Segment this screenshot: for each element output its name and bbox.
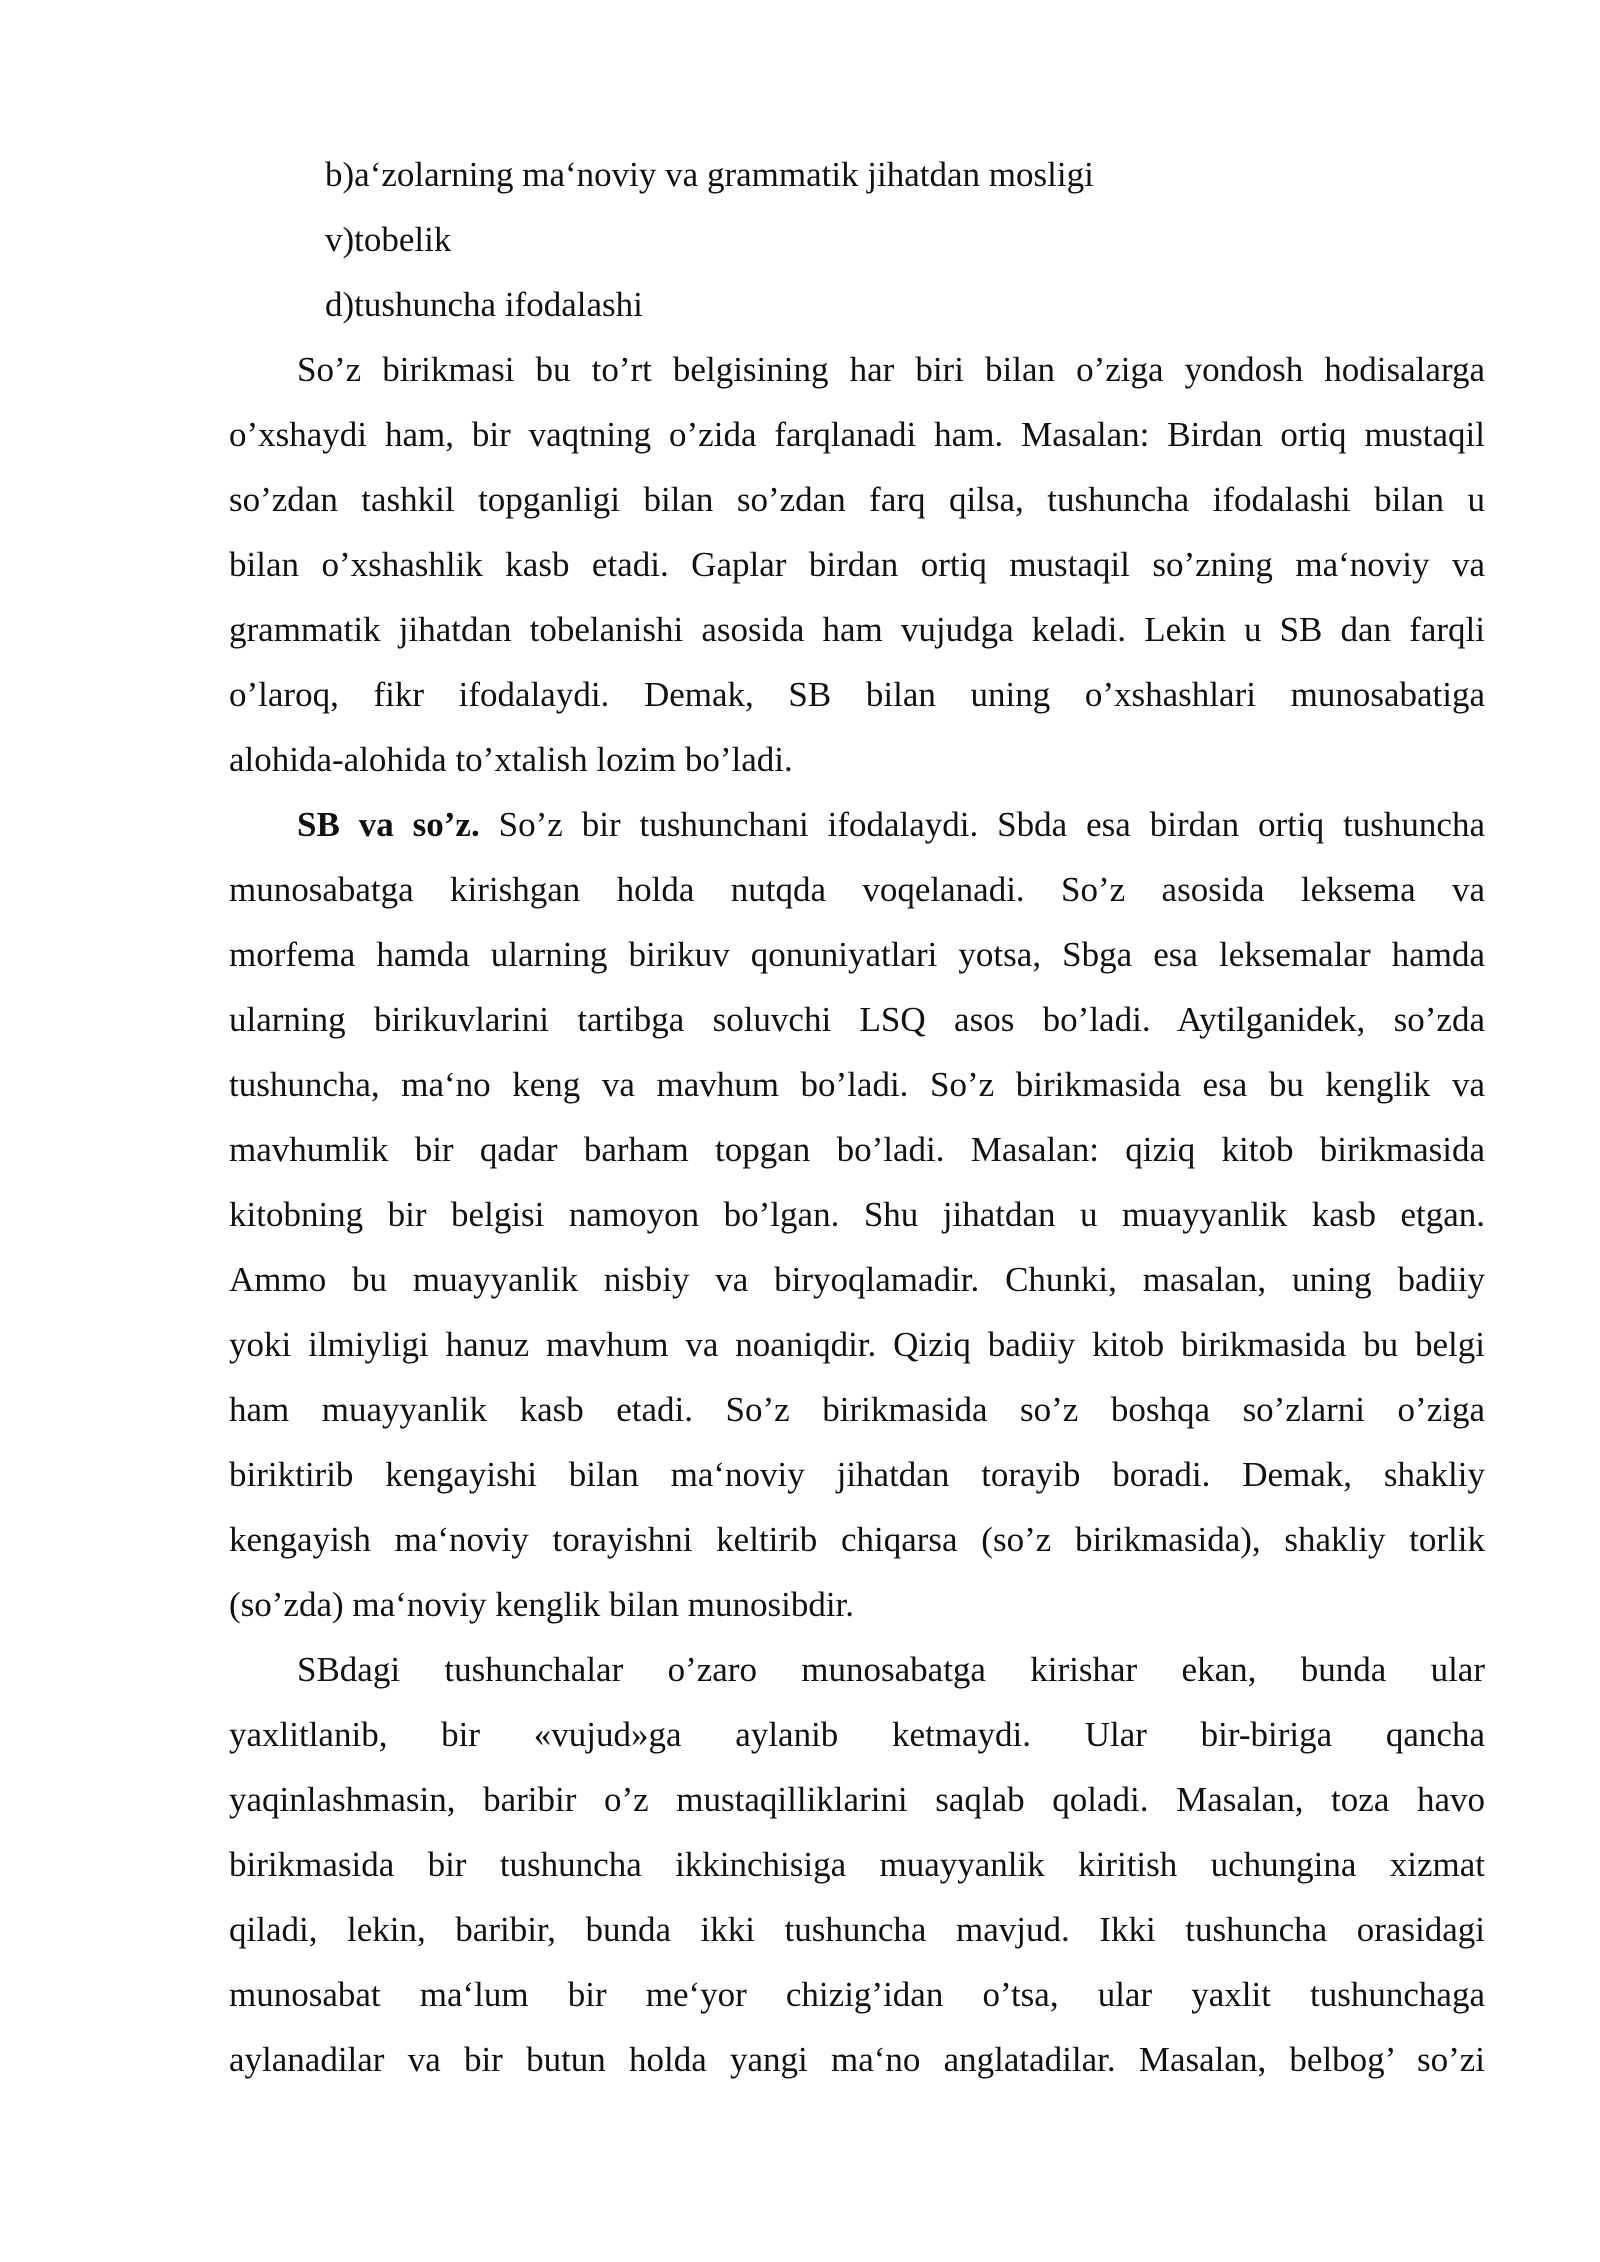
paragraph-line: (so’zda) ma‘noviy kenglik bilan munosibdir. bbox=[229, 1585, 855, 1624]
paragraph-line: SBdagi tushunchalar o’zaro munosabatga kirishar ekan, bunda ular bbox=[297, 1650, 1485, 1689]
paragraph-line: alohida-alohida to’xtalish lozim bo’ladi. bbox=[229, 740, 793, 779]
paragraph-text: So’z bir tushunchani ifodalaydi. Sbda esa birdan ortiq tushuncha bbox=[479, 805, 1485, 844]
paragraph-line: birikmasida bir tushuncha ikkinchisiga muayyanlik kiritish uchungina xizmat bbox=[229, 1845, 1485, 1884]
paragraph-line: mavhumlik bir qadar barham topgan bo’ladi. Masalan: qiziq kitob birikmasida bbox=[229, 1130, 1485, 1169]
paragraph-line: qiladi, lekin, baribir, bunda ikki tushuncha mavjud. Ikki tushuncha orasidagi bbox=[229, 1910, 1485, 1949]
paragraph-line: yaxlitlanib, bir «vujud»ga aylanib ketmaydi. Ular bir-biriga qancha bbox=[229, 1715, 1485, 1754]
section-heading: SB va so’z. bbox=[297, 805, 480, 844]
paragraph-line: ham muayyanlik kasb etadi. So’z birikmasida so’z boshqa so’zlarni o’ziga bbox=[229, 1390, 1485, 1429]
paragraph-line: yaqinlashmasin, baribir o’z mustaqilliklarini saqlab qoladi. Masalan, toza havo bbox=[229, 1780, 1485, 1819]
list-item: v)tobelik bbox=[325, 220, 452, 259]
paragraph-line: yoki ilmiyligi hanuz mavhum va noaniqdir. Qiziq badiiy kitob birikmasida bu belgi bbox=[229, 1325, 1485, 1364]
paragraph-line: munosabat ma‘lum bir me‘yor chizig’idan o’tsa, ular yaxlit tushunchaga bbox=[229, 1975, 1485, 2014]
paragraph-line: o’xshaydi ham, bir vaqtning o’zida farqlanadi ham. Masalan: Birdan ortiq mustaqil bbox=[229, 415, 1485, 454]
paragraph-line: o’laroq, fikr ifodalaydi. Demak, SB bilan uning o’xshashlari munosabatiga bbox=[229, 675, 1485, 714]
paragraph-line: grammatik jihatdan tobelanishi asosida ham vujudga keladi. Lekin u SB dan farqli bbox=[229, 610, 1485, 649]
paragraph-line: tushuncha, ma‘no keng va mavhum bo’ladi. So’z birikmasida esa bu kenglik va bbox=[229, 1065, 1485, 1104]
list-item: d)tushuncha ifodalashi bbox=[325, 285, 643, 324]
paragraph-line: munosabatga kirishgan holda nutqda voqelanadi. So’z asosida leksema va bbox=[229, 870, 1485, 909]
paragraph-line: kengayish ma‘noviy torayishni keltirib chiqarsa (so’z birikmasida), shakliy torlik bbox=[229, 1520, 1485, 1559]
paragraph-line: kitobning bir belgisi namoyon bo’lgan. Shu jihatdan u muayyanlik kasb etgan. bbox=[229, 1195, 1485, 1234]
paragraph-line: So’z birikmasi bu to’rt belgisining har biri bilan o’ziga yondosh hodisalarga bbox=[297, 350, 1485, 389]
paragraph-line: so’zdan tashkil topganligi bilan so’zdan farq qilsa, tushuncha ifodalashi bilan u bbox=[229, 480, 1485, 519]
paragraph-line: bilan o’xshashlik kasb etadi. Gaplar birdan ortiq mustaqil so’zning ma‘noviy va bbox=[229, 545, 1485, 584]
paragraph-line: morfema hamda ularning birikuv qonuniyatlari yotsa, Sbga esa leksemalar hamda bbox=[229, 935, 1485, 974]
paragraph-line: Ammo bu muayyanlik nisbiy va biryoqlamadir. Chunki, masalan, uning badiiy bbox=[229, 1260, 1485, 1299]
list-item: b)a‘zolarning ma‘noviy va grammatik jihatdan mosligi bbox=[325, 155, 1094, 194]
paragraph-line: aylanadilar va bir butun holda yangi ma‘no anglatadilar. Masalan, belbog’ so’zi bbox=[229, 2040, 1485, 2079]
paragraph-line bbox=[297, 800, 1485, 850]
paragraph-line: ularning birikuvlarini tartibga soluvchi LSQ asos bo’ladi. Aytilganidek, so’zda bbox=[229, 1000, 1485, 1039]
paragraph-line: biriktirib kengayishi bilan ma‘noviy jihatdan torayib boradi. Demak, shakliy bbox=[229, 1455, 1485, 1494]
